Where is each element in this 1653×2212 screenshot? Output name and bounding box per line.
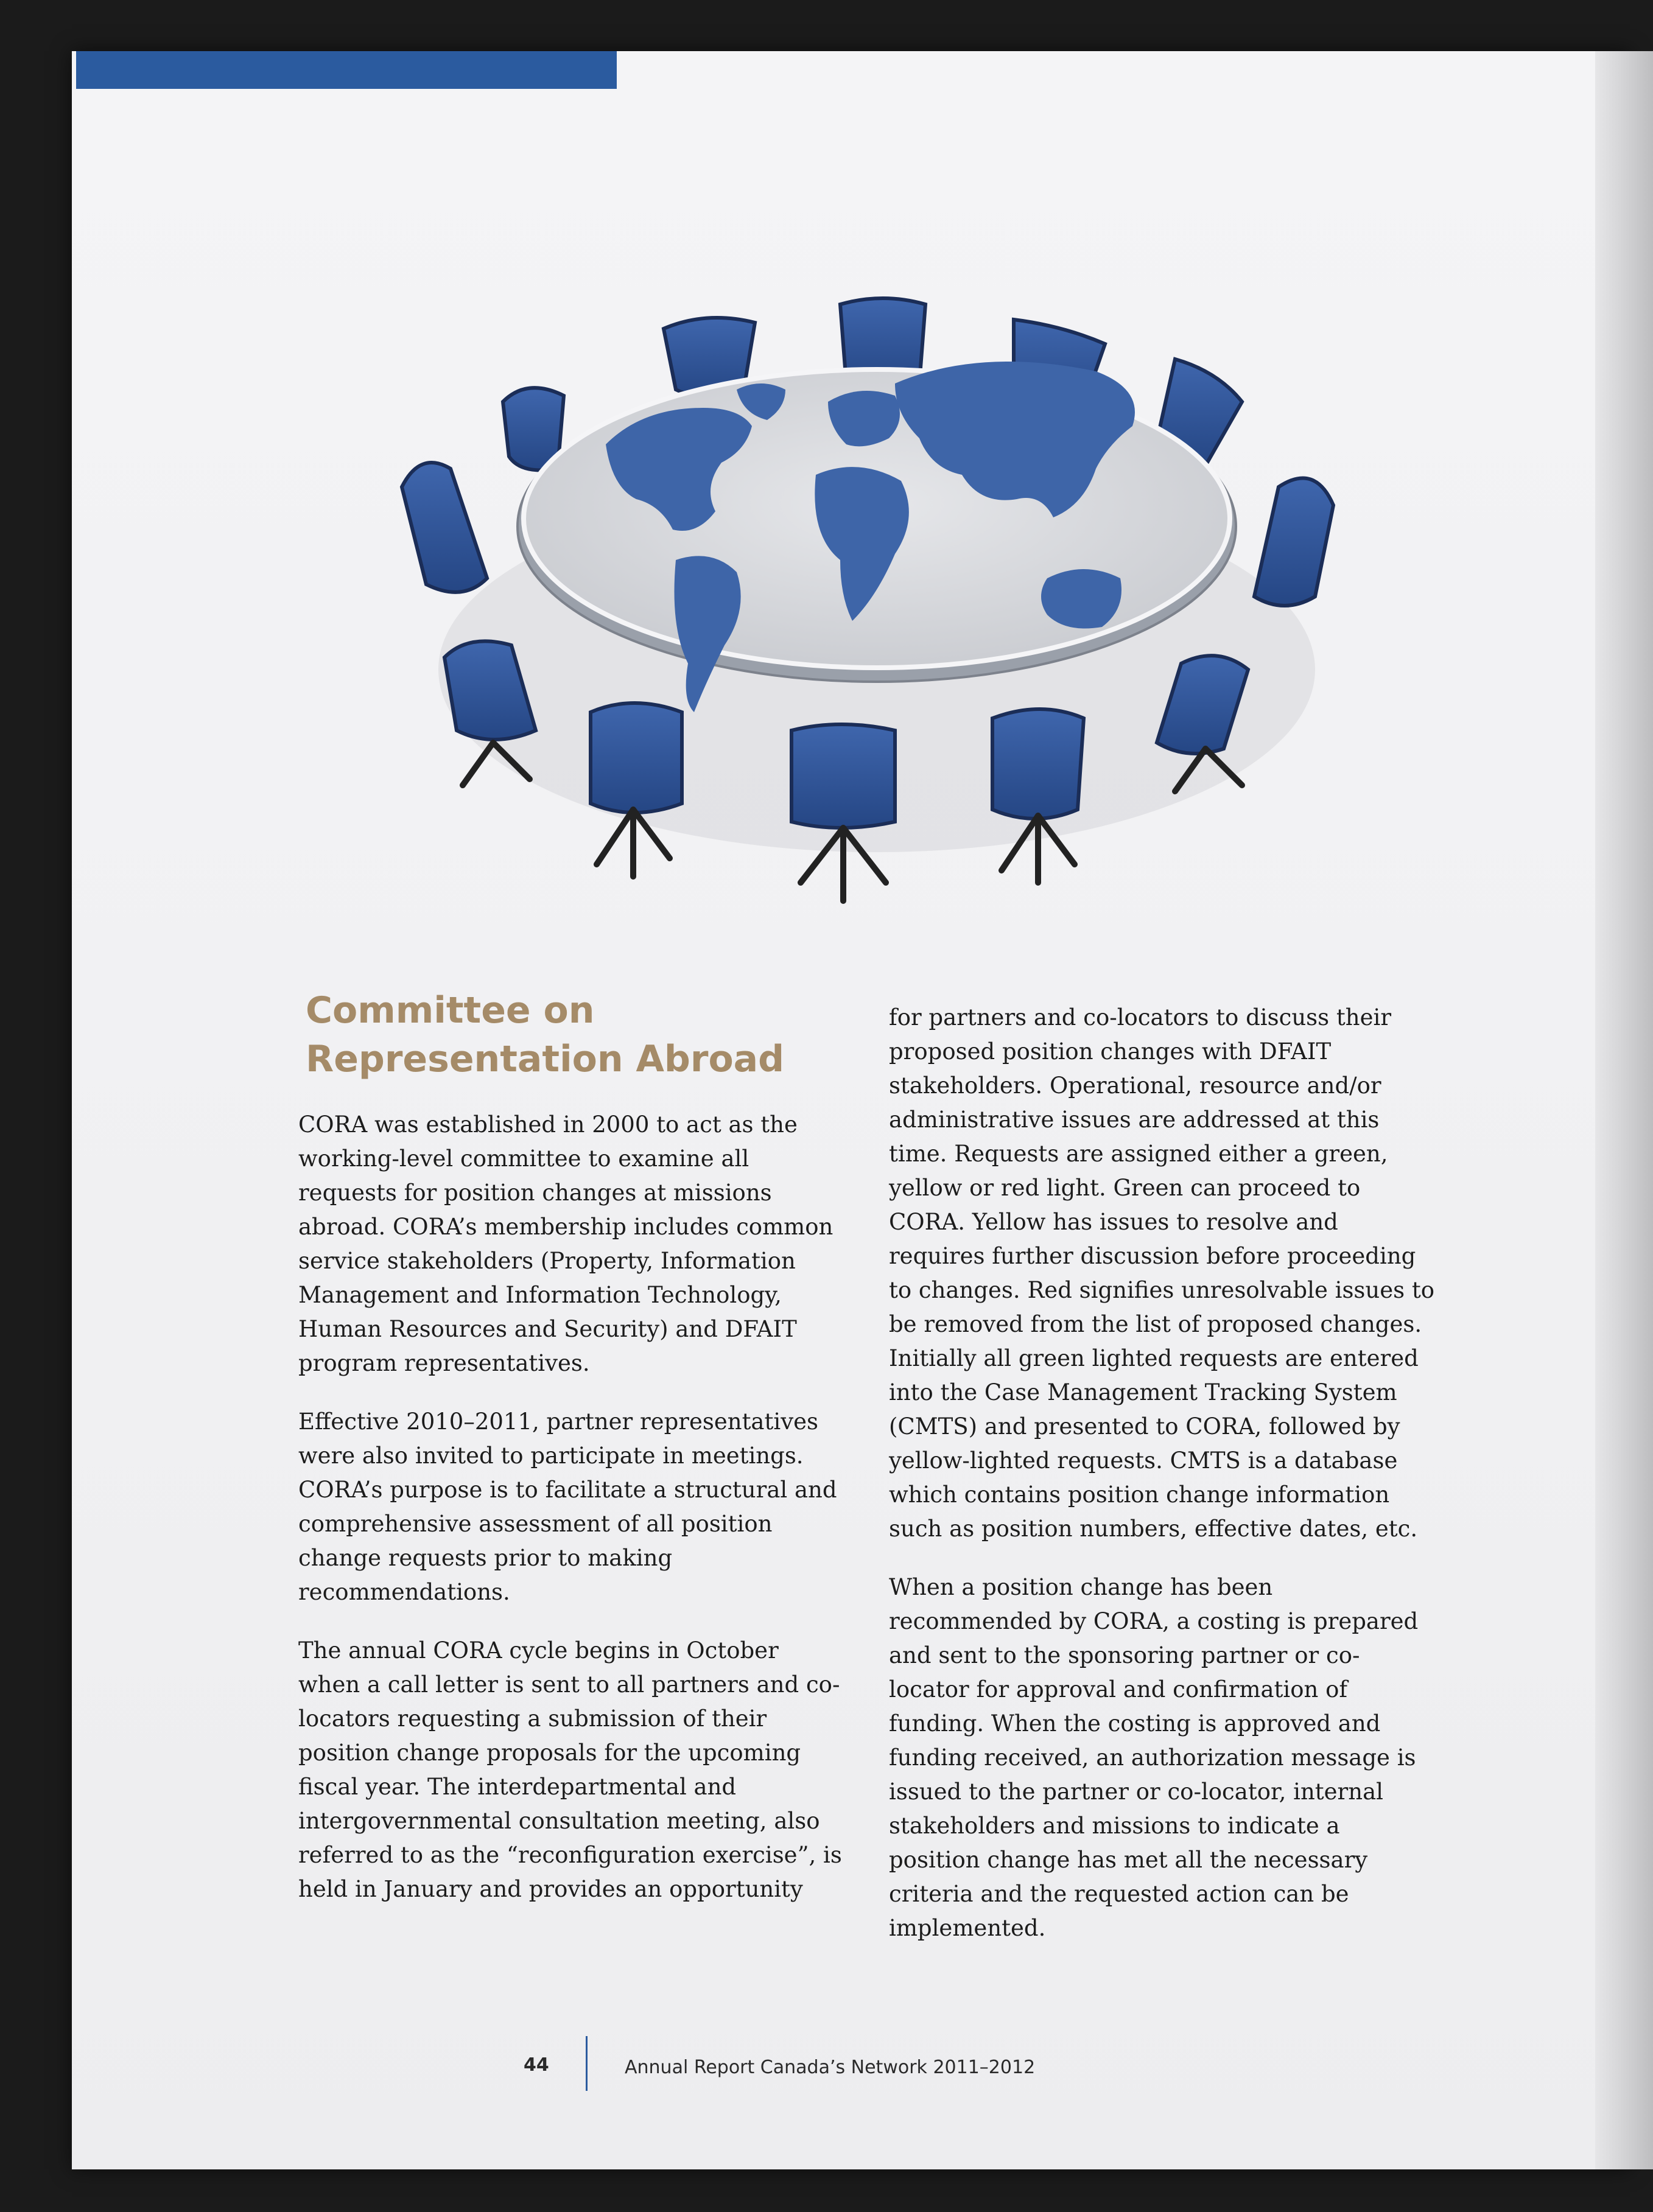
chair-icon (591, 703, 682, 813)
paragraph-consultation: for partners and co-locators to discuss their proposed position changes with DFAIT stakeholders. Operational, resource and/or administrative issues are addressed at this time. Requests are assigned either a green, yellow or red light. Green can proceed to CORA. Yellow has issues to resolve and requires further discussion before proceeding to changes. Red signifies unresolvable issues to be removed from the list of proposed changes. Initially all green lighted requests are entered into the Case Management Tracking System (CMTS) and presented to CORA, followed by yellow-lighted requests. CMTS is a database which contains position change information such as position numbers, effective dates, etc. (889, 1004, 1435, 1542)
footer-divider (586, 2036, 588, 2091)
accent-bar (76, 51, 617, 89)
left-column (298, 1108, 846, 1931)
paragraph-annual-cycle: The annual CORA cycle begins in October when a call letter is sent to all partners and co-locators requesting a submission of their position change proposals for the upcoming fiscal year. The interdepartmental and intergovernmental consultation meeting, also referred to as the “reconfiguration exercise”, is held in January and provides an opportunity (298, 1637, 842, 1902)
chair-icon (402, 463, 487, 592)
facing-page-edge (1595, 51, 1653, 2169)
page-number: 44 (524, 2054, 549, 2076)
chair-icon (1254, 478, 1333, 606)
world-map-conference-table-icon (390, 292, 1370, 919)
right-column (889, 1001, 1437, 1970)
chair-icon (992, 709, 1084, 819)
article-heading (306, 986, 784, 1083)
footer-title: Annual Report Canada’s Network 2011–2012 (625, 2057, 1036, 2078)
paragraph-cora-established: CORA was established in 2000 to act as the working-level committee to examine all requests for position changes at missions abroad. CORA’s membership includes common service stakeholders (Property, Information Management and Information Technology, Human Resources and Security) and DFAIT program representatives. (298, 1111, 834, 1376)
paragraph-partner-representatives: Effective 2010–2011, partner representatives were also invited to participate in meetings. CORA’s purpose is to facilitate a structural and comprehensive assessment of all position change requests prior to making recommendations. (298, 1409, 837, 1605)
paragraph-recommendation: When a position change has been recommended by CORA, a costing is prepared and sent to the sponsoring partner or co-locator for approval and confirmation of funding. When the costing is approved and funding received, an authorization message is issued to the partner or co-locator, internal stakeholders and missions to indicate a position change has met all the necessary criteria and the requested action can be implemented. (889, 1574, 1419, 1941)
heading-line-1: Committee on (306, 989, 595, 1032)
chair-icon (791, 724, 895, 828)
heading-line-2: Representation Abroad (306, 1038, 785, 1080)
